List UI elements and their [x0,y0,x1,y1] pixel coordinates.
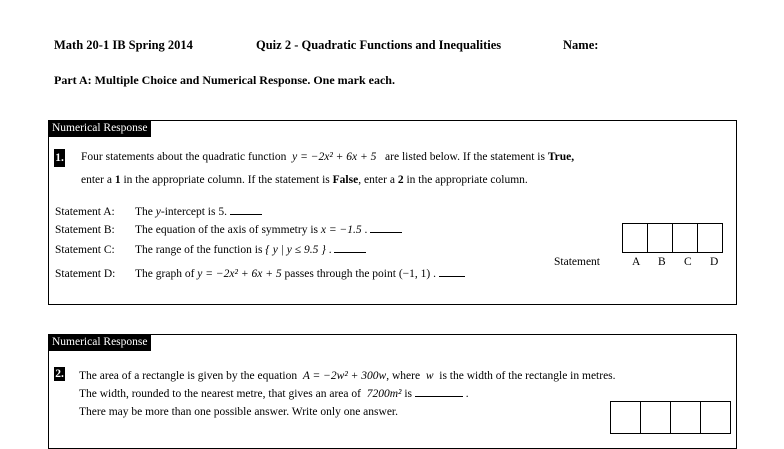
statement-label: Statement B: [55,224,115,236]
area-value: 7200m² [366,388,402,400]
question-2-line-3: There may be more than one possible answer. Write only one answer. [79,406,398,418]
answer-grid [610,401,731,434]
function-expression: y = −2x² + 6x + 5 [292,151,377,163]
statement-emph: { y | y ≤ 9.5 } [265,244,326,256]
column-label-a: A [632,256,641,268]
statement-text: The graph of [135,268,198,280]
answer-cell-a[interactable] [622,223,648,253]
area-equation: A = −2w² + 300w [302,370,387,382]
answer-blank[interactable] [415,396,463,397]
line2-mid2: , enter a [358,174,395,186]
statement-emph: x = −1.5 [320,224,362,236]
name-label: Name: [563,38,599,52]
part-a-title: Part A: Multiple Choice and Numerical Response. One mark each. [54,73,395,87]
statement-emph: y [155,206,161,218]
question-number: 2. [55,368,64,380]
line2-mid: in the appropriate column. If the statement is [123,174,330,186]
statement-header: Statement [554,256,600,268]
line2-after: is [404,388,413,400]
quiz-title: Quiz 2 - Quadratic Functions and Inequalities [256,38,502,52]
statement-text: The [135,206,156,218]
statement-text-after: -intercept is 5. [160,206,227,218]
value-one: 1 [114,174,121,186]
question-2-line-2: The width, rounded to the nearest metre, that gives an area of 7200m² is . [79,388,469,400]
true-word: True, [547,151,575,163]
statement-text-after: . [325,244,332,256]
question-2-box [48,334,737,449]
statement-text-after: . [361,224,368,236]
answer-cell-3[interactable] [670,401,701,434]
answer-cell-d[interactable] [697,223,723,253]
answer-blank[interactable] [230,214,262,215]
false-word: False [332,174,359,186]
question-1-line-1 [81,151,574,163]
question-2-line-1 [79,370,616,382]
statement-label: Statement A: [55,206,115,218]
column-label-d: D [710,256,719,268]
line1-after: is the width of the rectangle in metres. [439,370,616,382]
question-number: 1. [54,149,65,167]
statement-label: Statement C: [55,244,115,256]
question-1-box [48,120,737,305]
answer-cell-4[interactable] [700,401,731,434]
column-label-c: C [684,256,692,268]
answer-blank[interactable] [439,276,465,277]
statement-text-after: passes through the point (−1, 1) . [281,268,436,280]
width-variable: w [425,370,434,382]
answer-blank[interactable] [370,232,402,233]
answer-cell-1[interactable] [610,401,641,434]
course-label: Math 20-1 IB Spring 2014 [54,38,193,52]
answer-cell-b[interactable] [647,223,673,253]
answer-blank[interactable] [334,252,366,253]
statement-emph: y = −2x² + 6x + 5 [197,268,282,280]
statement-d [55,268,465,280]
question-1-line-2 [81,174,528,186]
line1-before: The area of a rectangle is given by the equation [79,370,298,382]
section-label: Numerical Response [49,121,151,137]
statement-a [55,206,262,218]
answer-cell-c[interactable] [672,223,698,253]
column-label-b: B [658,256,666,268]
line2-before: The width, rounded to the nearest metre, that gives an area of [79,388,361,400]
value-two: 2 [397,174,404,186]
statement-text: The range of the function is [135,244,266,256]
intro-text: Four statements about the quadratic function [81,151,287,163]
statement-b [55,224,402,236]
line2-before: enter a [81,174,112,186]
statement-text: The equation of the axis of symmetry is [135,224,321,236]
line1-mid: , where [386,370,421,382]
line2-after: in the appropriate column. [406,174,528,186]
answer-cell-2[interactable] [640,401,671,434]
intro-text-after: are listed below. If the statement is [385,151,545,163]
statement-c [55,244,366,256]
answer-grid [622,223,723,253]
statement-label: Statement D: [55,268,116,280]
section-label: Numerical Response [49,335,151,351]
